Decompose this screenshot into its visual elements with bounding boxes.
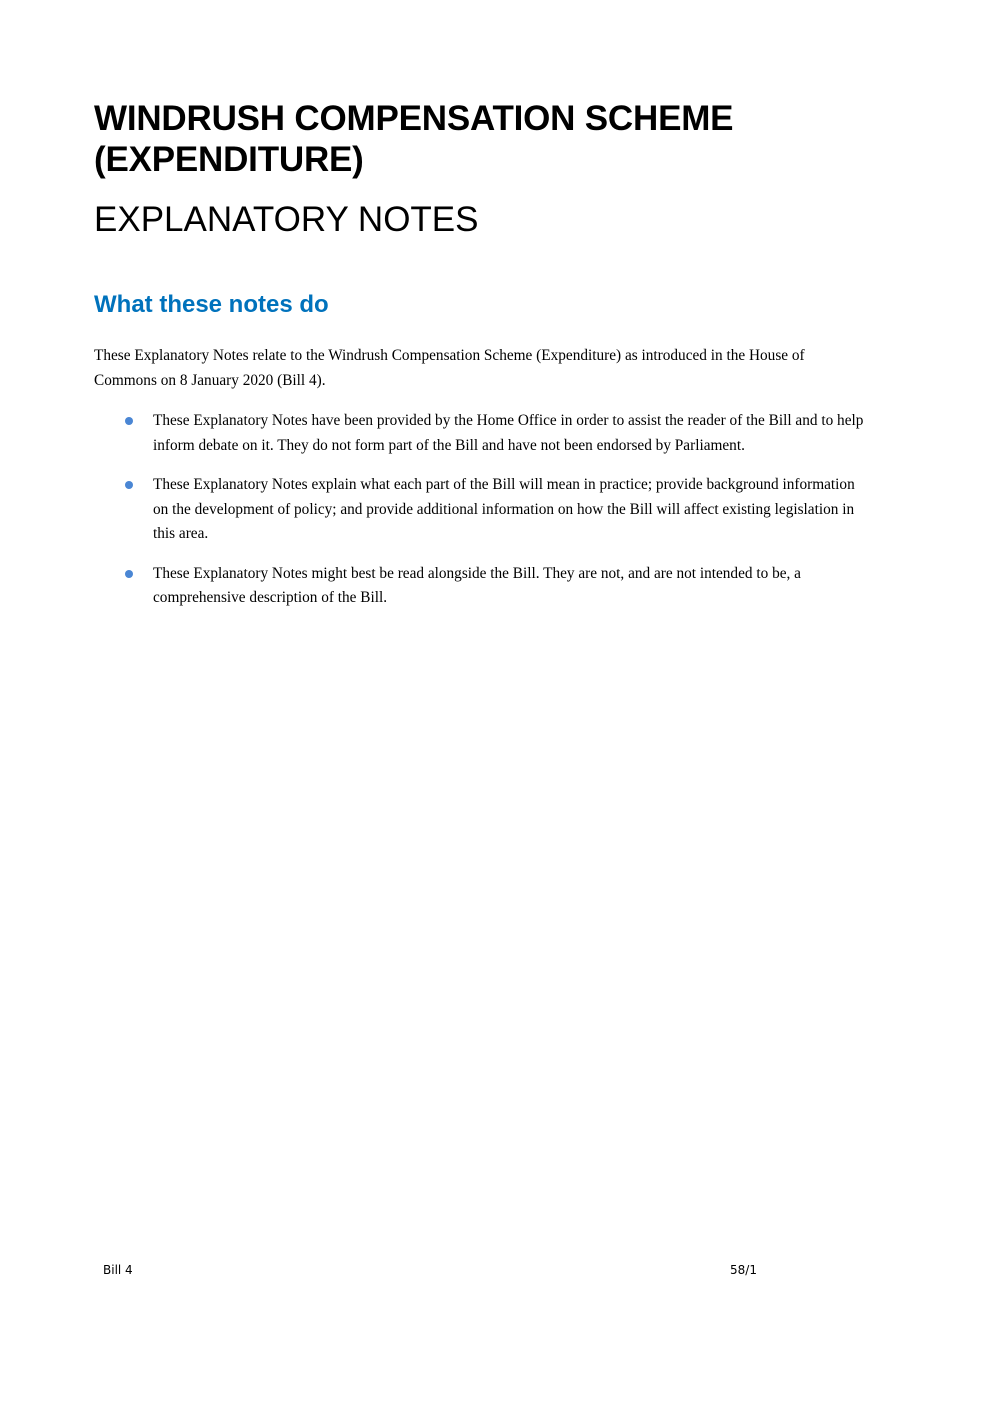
bullet-text: These Explanatory Notes have been provided by the Home Office in order to assist the reader of the Bill and to help inform debate on it. They do not form part of the Bill and have not been endorsed by Parliament. (153, 412, 864, 454)
bullet-item (94, 562, 864, 611)
bullet-list (94, 409, 864, 626)
document-title: WINDRUSH COMPENSATION SCHEME (EXPENDITURE) (94, 99, 734, 179)
bullet-dot-icon (125, 570, 133, 578)
section-heading: What these notes do (94, 291, 329, 318)
bullet-item (94, 473, 864, 547)
bullet-dot-icon (125, 481, 133, 489)
bullet-text: These Explanatory Notes explain what each part of the Bill will mean in practice; provide background information on the development of policy; and provide additional information on how the Bill will affect existing legislation in this area. (153, 476, 855, 542)
footer-page-reference: 58/1 (730, 1263, 757, 1277)
bullet-dot-icon (125, 417, 133, 425)
intro-paragraph: These Explanatory Notes relate to the Windrush Compensation Scheme (Expenditure) as introduced in the House of Commons on 8 January 2020 (Bill 4). (94, 347, 805, 389)
bullet-text: These Explanatory Notes might best be read alongside the Bill. They are not, and are not intended to be, a comprehensive description of the Bill. (153, 564, 801, 606)
document-subtitle: EXPLANATORY NOTES (94, 200, 479, 239)
bullet-item (94, 409, 864, 458)
footer-bill-number: Bill 4 (103, 1263, 133, 1277)
